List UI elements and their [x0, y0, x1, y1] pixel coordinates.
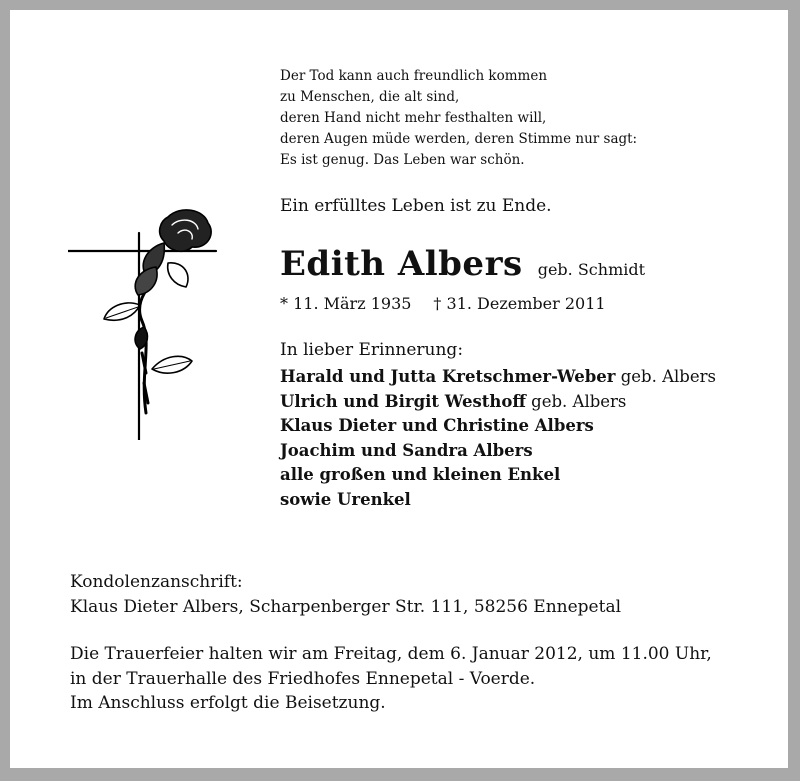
- poem-line: Es ist genug. Das Leben war schön.: [280, 152, 525, 168]
- life-dates: [280, 294, 606, 313]
- poem-line: deren Hand nicht mehr festhalten will,: [280, 110, 547, 126]
- ceremony-line: in der Trauerhalle des Friedhofes Ennepetal - Voerde.: [70, 668, 536, 689]
- deceased-name-line: [280, 244, 645, 284]
- condolence-label: Kondolenzanschrift:: [70, 572, 243, 592]
- list-item: sowie Urenkel: [280, 489, 411, 509]
- ceremony-line: Die Trauerfeier halten wir am Freitag, dem 6. Januar 2012, um 11.00 Uhr,: [70, 644, 712, 664]
- death-date: † 31. Dezember 2011: [433, 294, 606, 313]
- ceremony-info: [70, 642, 712, 716]
- condolence-address: [70, 570, 621, 620]
- condolence-address-line: Klaus Dieter Albers, Scharpenberger Str. 111, 58256 Ennepetal: [70, 597, 622, 617]
- mourners-list: [280, 365, 716, 512]
- birth-name: geb. Schmidt: [537, 260, 646, 279]
- intro-text: Ein erfülltes Leben ist zu Ende.: [280, 196, 552, 216]
- list-item: Joachim und Sandra Albers: [280, 440, 533, 460]
- poem-line: zu Menschen, die alt sind,: [280, 89, 460, 105]
- list-item: alle großen und kleinen Enkel: [280, 465, 561, 484]
- cross-rose-illustration: [68, 203, 228, 440]
- birth-date: * 11. März 1935: [280, 294, 412, 313]
- poem-line: deren Augen müde werden, deren Stimme nur sagt:: [280, 131, 638, 147]
- obituary-card: [10, 10, 788, 768]
- deceased-name: Edith Albers: [280, 244, 523, 284]
- poem-line: Der Tod kann auch freundlich kommen: [280, 68, 548, 84]
- ceremony-line: Im Anschluss erfolgt die Beisetzung.: [70, 693, 386, 713]
- list-item: Harald und Jutta Kretschmer-Weber geb. Albers: [280, 367, 716, 386]
- list-item: Klaus Dieter und Christine Albers: [280, 416, 594, 435]
- memory-label: In lieber Erinnerung:: [280, 340, 464, 360]
- list-item: Ulrich und Birgit Westhoff geb. Albers: [280, 391, 627, 411]
- poem: [280, 66, 637, 171]
